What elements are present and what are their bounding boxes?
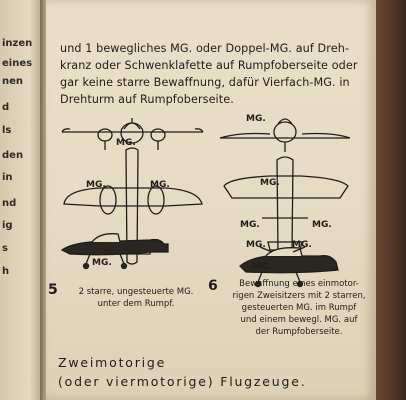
figure6-label-side-left: MG. <box>246 240 266 250</box>
figure5-label-side: MG. <box>92 258 112 268</box>
caption-line: unter dem Rumpf. <box>97 299 175 309</box>
paragraph-line: und 1 bewegliches MG. oder Doppel-MG. auf Dreh- <box>60 42 350 55</box>
figure6-label-top: MG. <box>246 114 266 124</box>
left-page-fragment: ls <box>2 125 12 136</box>
left-page-fragment: eines <box>2 58 33 69</box>
figure6-front-view <box>220 119 350 152</box>
left-page-fragment: nen <box>2 76 24 87</box>
paragraph-line: Drehturm auf Rumpfoberseite. <box>60 93 234 106</box>
caption-line: und einem bewegl. MG. auf <box>240 315 358 325</box>
section-heading-line-1: Zweimotorige <box>58 355 167 370</box>
figure6-top-view <box>224 157 348 255</box>
paragraph-line: kranz oder Schwenklafette auf Rumpfoberseite oder <box>60 59 358 72</box>
figure6-label-bottom: MG. <box>252 262 272 272</box>
figure6-label-wing-left: MG. <box>240 220 260 230</box>
left-page-fragment: nd <box>2 198 17 209</box>
figure6-label-wing-right: MG. <box>312 220 332 230</box>
section-heading-line-2: (oder viermotorige) Flugzeuge. <box>58 374 307 389</box>
caption-line: gesteuerten MG. im Rumpf <box>241 303 357 313</box>
paragraph-line: gar keine starre Bewaffnung, dafür Vierfach-MG. in <box>60 76 350 89</box>
figure5-number: 5 <box>48 282 58 298</box>
figure6-label-side-right: MG. <box>292 240 312 250</box>
figure6-caption <box>224 278 374 338</box>
left-page-fragment: h <box>2 266 10 277</box>
left-page-fragment: in <box>2 172 13 183</box>
left-page-fragment: ig <box>2 220 13 231</box>
caption-line: Bewaffnung eines einmotor- <box>239 279 359 289</box>
figure5-caption <box>66 286 206 310</box>
figure6-number: 6 <box>208 278 218 294</box>
figure5-side-view <box>62 234 168 269</box>
caption-line: 2 starre, ungesteuerte MG. <box>78 287 194 297</box>
left-page-fragment: d <box>2 102 10 113</box>
figure5-label-top: MG. <box>116 138 136 148</box>
figure6-label-mid: MG. <box>260 178 280 188</box>
left-page-fragment: inzen <box>2 38 33 49</box>
left-page-fragment: den <box>2 150 24 161</box>
left-page-fragment: s <box>2 243 8 254</box>
figure5-label-left: MG. <box>86 180 106 190</box>
caption-line: rigen Zweisitzers mit 2 starren, <box>232 291 366 301</box>
figure5-label-right: MG. <box>150 180 170 190</box>
caption-line: der Rumpfoberseite. <box>255 327 343 337</box>
